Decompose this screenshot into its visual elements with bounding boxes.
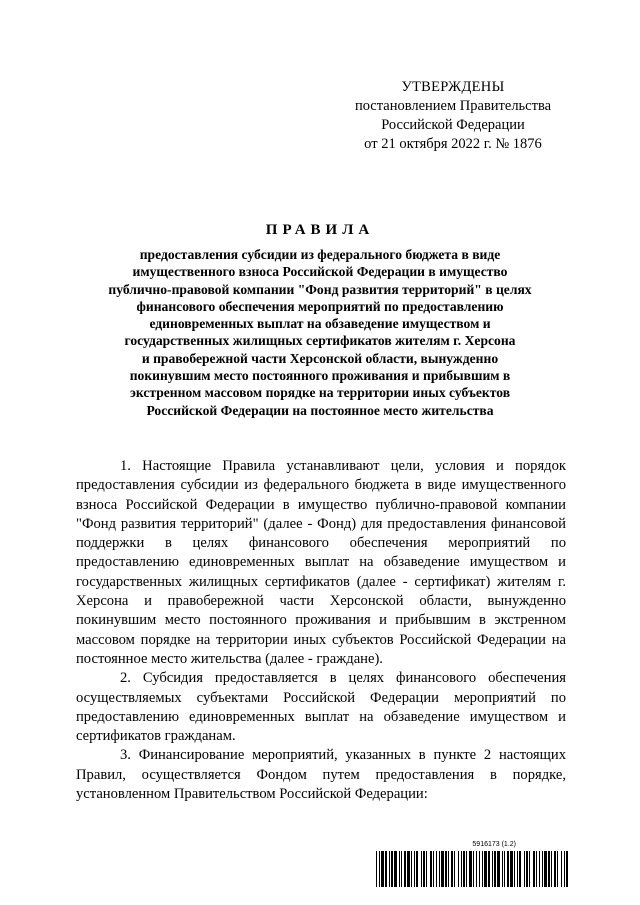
subtitle-line: единовременных выплат на обзаведение имуществом и xyxy=(149,316,491,332)
document-barcode xyxy=(376,841,568,887)
document-title: ПРАВИЛА xyxy=(265,222,375,238)
subtitle-line: государственных жилищных сертификатов жителям г. Херсона xyxy=(124,333,516,349)
document-subtitle xyxy=(96,246,544,419)
barcode-icon xyxy=(376,851,568,887)
subtitle-line: покинувшим место постоянного проживания и прибывшим в xyxy=(129,368,511,384)
approval-line: Российской Федерации xyxy=(381,117,525,133)
paragraph-3: 3. Финансирование мероприятий, указанных в пункте 2 настоящих Правил, осуществляется Фондом путем предоставления в порядке, установленном Правительством Российской Федерации: xyxy=(76,747,566,803)
subtitle-line: публично-правовой компании "Фонд развития территорий" в целях xyxy=(108,281,532,297)
approval-block xyxy=(318,78,588,154)
subtitle-line: и правобережной части Херсонской области, вынужденно xyxy=(141,350,499,366)
approval-date-number: от 21 октября 2022 г. № 1876 xyxy=(364,136,542,152)
approval-title: УТВЕРЖДЕНЫ xyxy=(401,79,505,95)
subtitle-line: предоставления субсидии из федерального бюджета в виде xyxy=(139,247,501,262)
barcode-number: 5916173 (1.2) xyxy=(472,841,516,848)
paragraph-2: 2. Субсидия предоставляется в целях финансового обеспечения осуществляемых субъектами Российской Федерации мероприятий по предоставлению единовременных выплат на обзаведение имуществом и сертификатов гражданам. xyxy=(76,670,566,745)
subtitle-line: финансового обеспечения мероприятий по предоставлению xyxy=(136,298,504,314)
subtitle-line: Российской Федерации на постоянное место жительства xyxy=(146,402,494,418)
approval-line: постановлением Правительства xyxy=(354,98,552,114)
subtitle-line: имущественного взноса Российской Федерации в имущество xyxy=(132,264,508,280)
document-body xyxy=(76,457,566,804)
paragraph-1: 1. Настоящие Правила устанавливают цели, условия и порядок предоставления субсидии из федерального бюджета в виде имущественного взноса Российской Федерации в имущество публично-правовой компании "Фонд развития территорий" (далее - Фонд) для предоставления финансовой поддержки в целях финансового обеспечения мероприятий по предоставлению единовременных выплат на обзаведение имуществом и государственных жилищных сертификатов (далее - сертификат) жителям г. Херсона и правобережной части Херсонской области, вынужденно покинувшим место постоянного проживания и прибывшим в экстренном массовом порядке на территории иных субъектов Российской Федерации на постоянное место жительства (далее - граждане). xyxy=(76,458,566,667)
subtitle-line: экстренном массовом порядке на территории иных субъектов xyxy=(129,385,511,401)
